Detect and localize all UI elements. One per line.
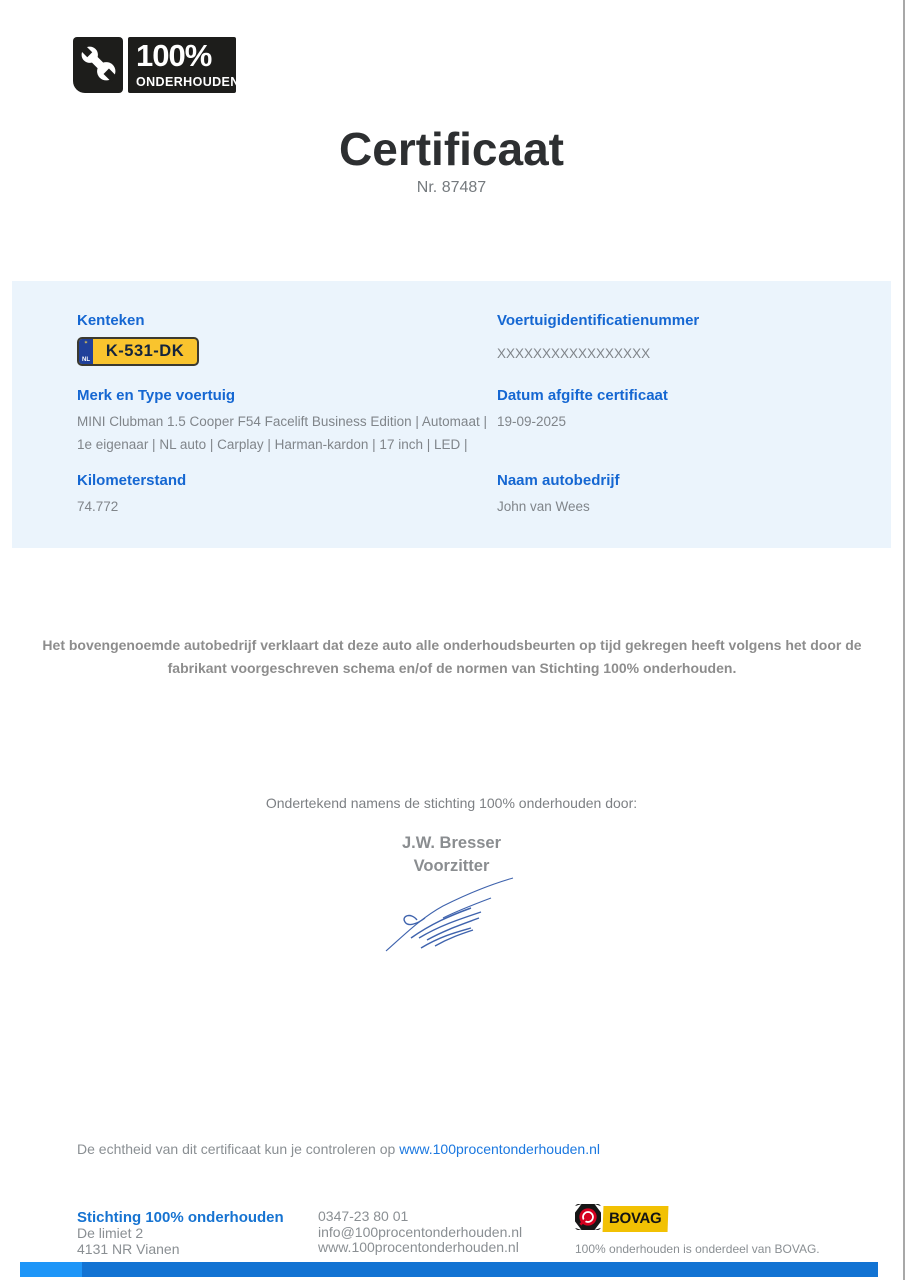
footer-org-address1: De limiet 2 [77, 1225, 144, 1241]
certification-statement: Het bovengenoemde autobedrijf verklaart dat deze auto alle onderhoudsbeurten op tijd gekregen heeft volgens het door de fabrikant voorgeschreven schema en/of de normen van Stichting 100% onderhouden. [42, 637, 862, 676]
verification-text: De echtheid van dit certificaat kun je controleren op [77, 1141, 400, 1157]
kilometerstand-label: Kilometerstand [77, 472, 187, 489]
logo-brand-bottom: ONDERHOUDEN [136, 75, 240, 89]
wrench-icon [78, 43, 118, 88]
bovag-logo [575, 1206, 820, 1232]
footer-org-name: Stichting 100% onderhouden [77, 1209, 284, 1226]
plate-number: K-531-DK [105, 342, 185, 360]
signature-scribble-icon [383, 876, 518, 954]
datum-value: 19-09-2025 [497, 414, 567, 429]
logo-brand-top: 100% [136, 38, 212, 73]
signature-intro: Ondertekend namens de stichting 100% onderhouden door: [265, 795, 638, 811]
datum-label: Datum afgifte certificaat [497, 387, 668, 404]
logo-wrench-tile [73, 37, 123, 93]
footer-bovag [575, 1206, 820, 1256]
plate-country-code: NL [82, 357, 90, 363]
vin-label: Voertuigidentificatienummer [497, 312, 700, 329]
kenteken-label: Kenteken [77, 312, 145, 329]
plate-country-strip [79, 339, 93, 364]
kilometerstand-value: 74.772 [77, 499, 119, 514]
logo-text-tile [128, 37, 240, 93]
accent-bar-light-segment [20, 1262, 82, 1277]
footer-contact [318, 1209, 522, 1256]
certificate-number: Nr. 87487 [416, 179, 487, 196]
eu-stars-icon: ✶ [83, 340, 89, 346]
footer-website: www.100procentonderhouden.nl [318, 1239, 519, 1255]
merk-value: MINI Clubman 1.5 Cooper F54 Facelift Business Edition | Automaat | 1e eigenaar | NL auto | Carplay | Harman-kardon | 17 inch | LED | [77, 414, 487, 452]
footer-org-address2: 4131 NR Vianen [77, 1240, 180, 1257]
verification-line [77, 1141, 600, 1157]
autobedrijf-value: John van Wees [497, 499, 590, 514]
vehicle-details-panel [12, 281, 891, 548]
signatory-role: Voorzitter [413, 857, 490, 875]
page-title: Certificaat [339, 123, 564, 175]
accent-bar-dark-segment [82, 1262, 878, 1277]
merk-label: Merk en Type voertuig [77, 387, 236, 404]
signatory-name: J.W. Bresser [401, 834, 502, 852]
bovag-wordmark: BOVAG [603, 1206, 669, 1232]
bovag-note: 100% onderhouden is onderdeel van BOVAG. [575, 1242, 820, 1256]
footer-email: info@100procentonderhouden.nl [318, 1223, 523, 1240]
footer-phone: 0347-23 80 01 [318, 1208, 409, 1224]
footer-organisation [77, 1209, 284, 1257]
accent-bar [20, 1262, 878, 1277]
vin-value: XXXXXXXXXXXXXXXXX [497, 346, 651, 361]
autobedrijf-label: Naam autobedrijf [497, 472, 620, 489]
verification-link[interactable]: www.100procentonderhouden.nl [399, 1141, 600, 1157]
bovag-shutter-icon [575, 1204, 601, 1235]
brand-logo [73, 37, 240, 93]
license-plate [77, 337, 199, 366]
